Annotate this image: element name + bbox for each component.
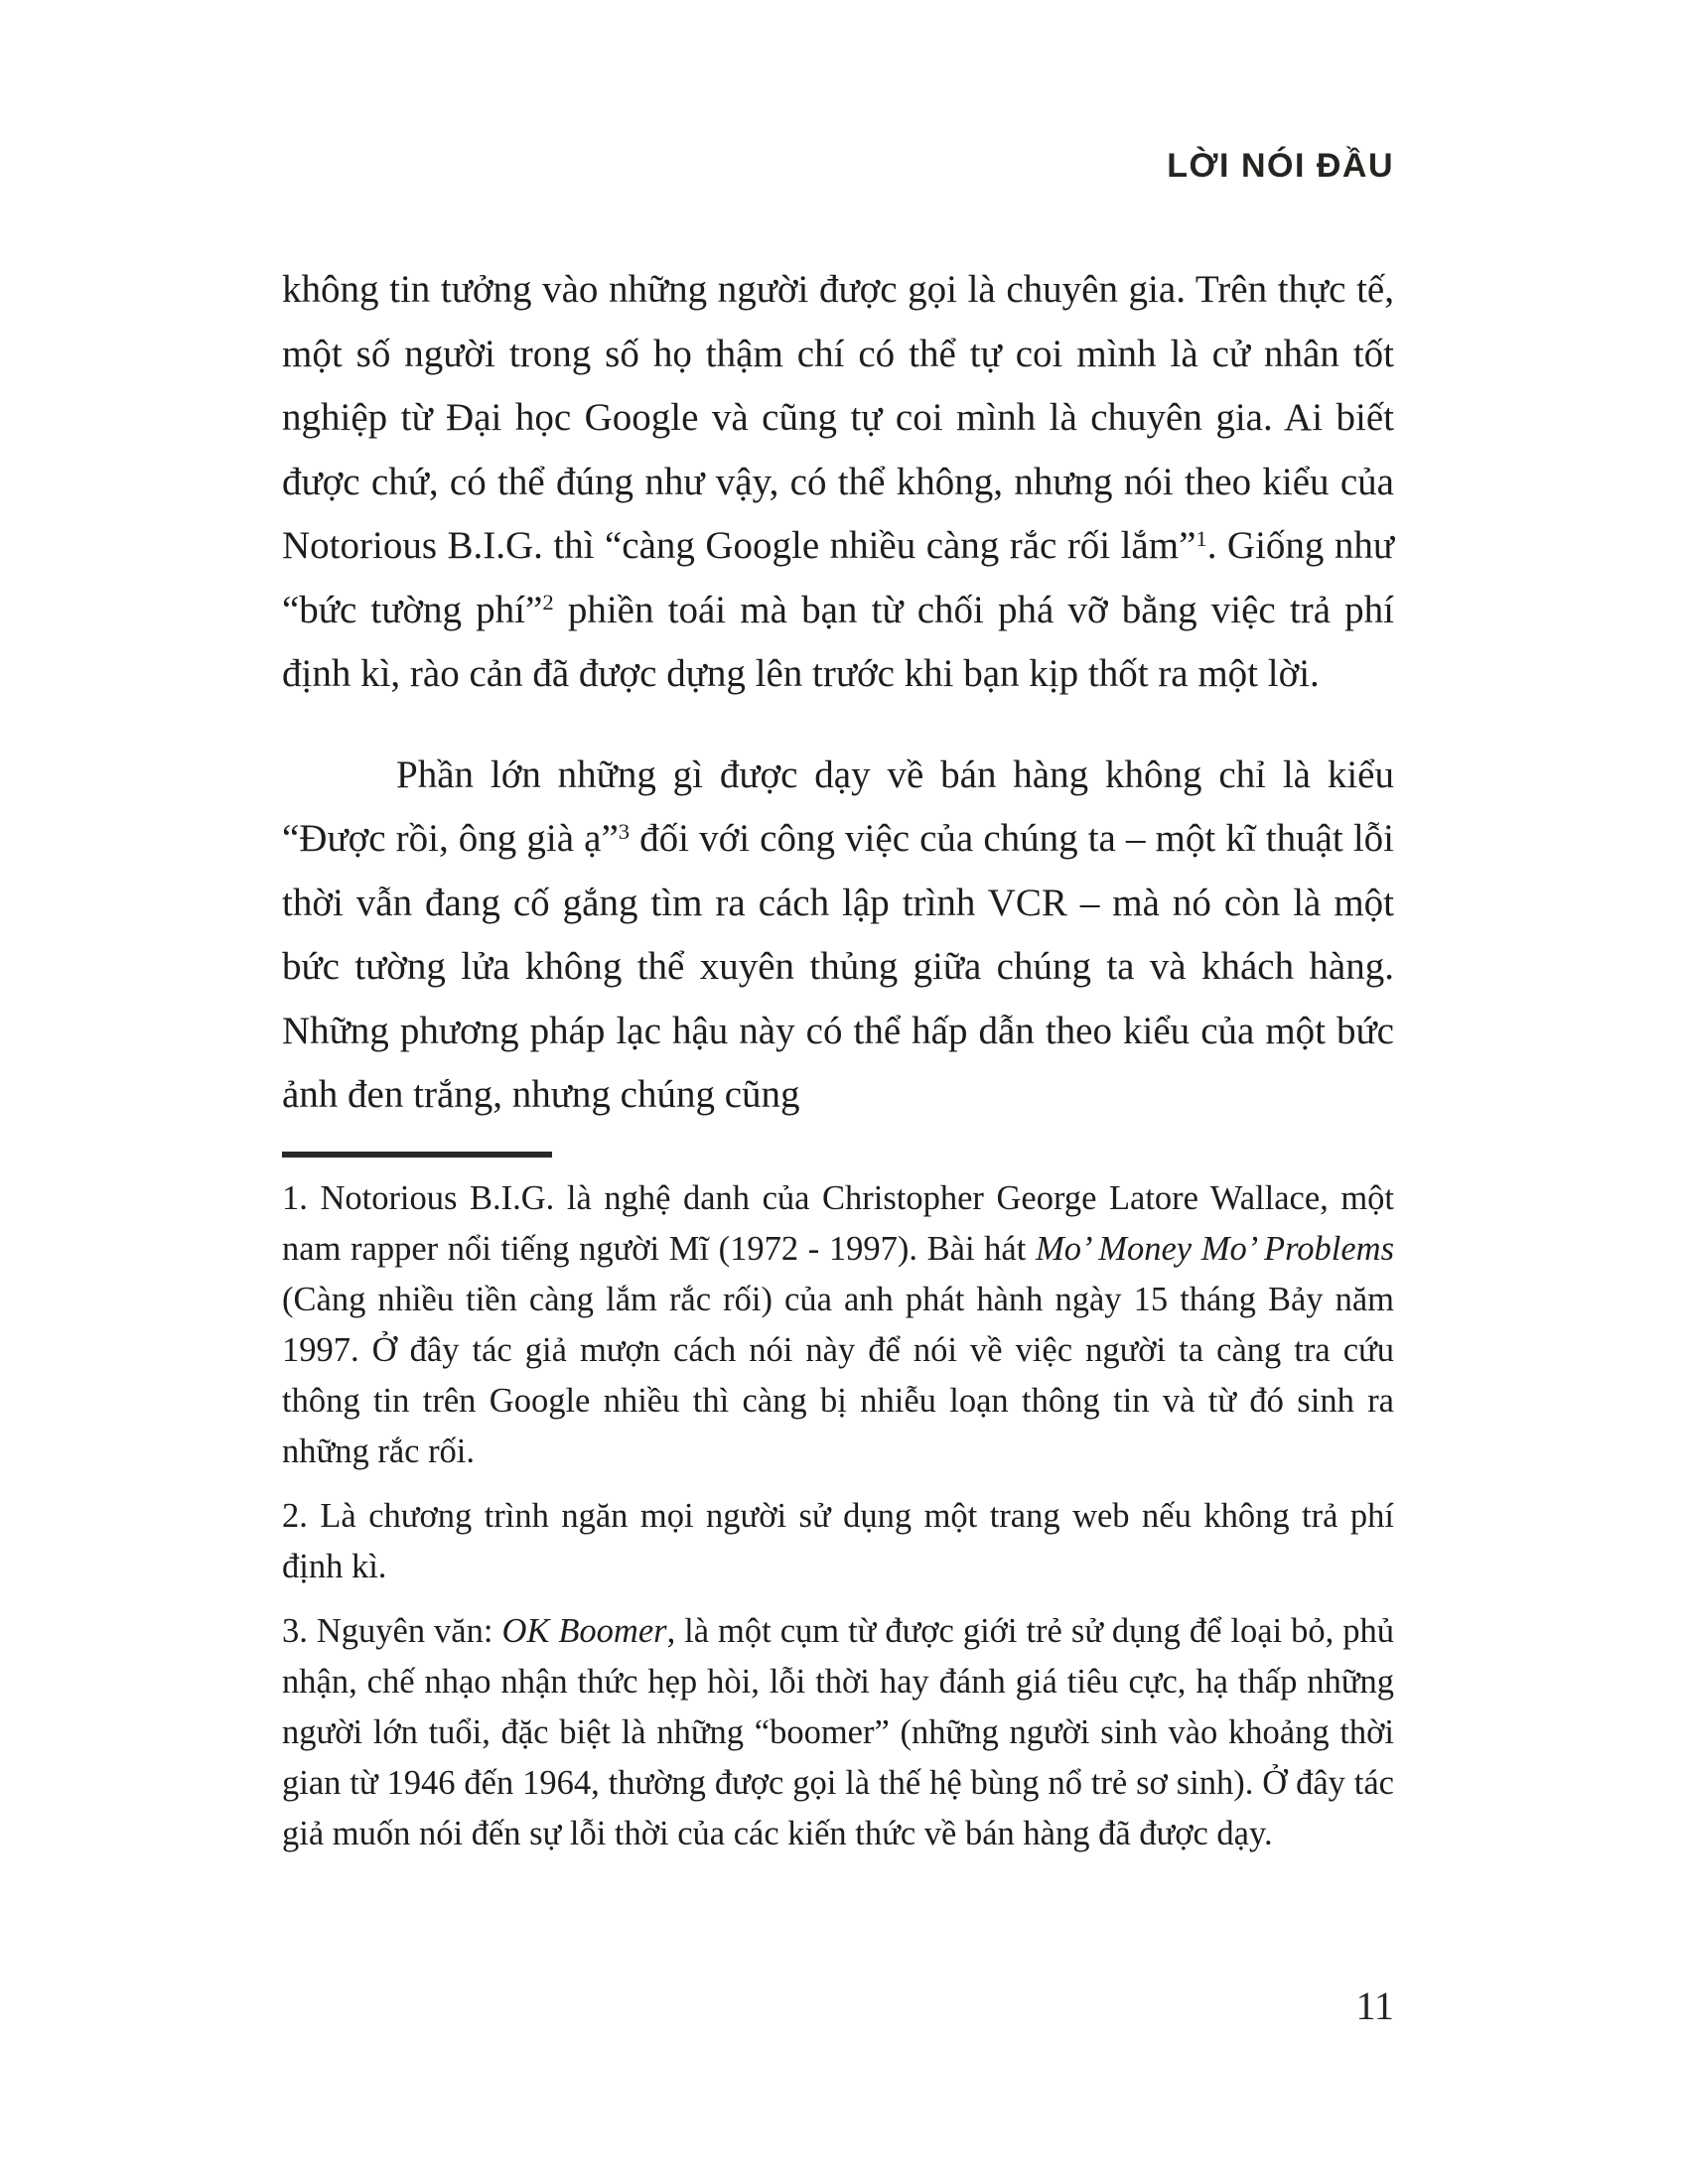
paragraph-1-text: phiền toái mà bạn từ chối phá vỡ bằng việc trả phí định kì, rào cản đã được dựng lên trước khi bạn kịp thốt ra một lời. [282, 588, 1395, 695]
footnote-1-text: (Càng nhiều tiền càng lắm rắc rối) của anh phát hành ngày 15 tháng Bảy năm 1997. Ở đây tác giả mượn cách nói này để nói về việc người ta càng tra cứu thông tin trên Google nhiều thì càng bị nhiễu loạn thông tin và từ đó sinh ra những rắc rối. [282, 1280, 1394, 1470]
footnote-1 [282, 1173, 1394, 1477]
footnote-1-song-title: Mo’ Money Mo’ Problems [1035, 1229, 1394, 1268]
page-number: 11 [1355, 1983, 1394, 2028]
footnote-3-phrase: OK Boomer [501, 1611, 667, 1650]
paragraph-1-text: . Giống như “bức tường phí” [282, 524, 1394, 631]
footnotes-section [282, 1173, 1394, 1859]
footnote-ref-3: 3 [618, 818, 631, 844]
footnote-3 [282, 1606, 1394, 1859]
paragraph-2-text: Phần lớn những gì được dạy về bán hàng không chỉ là kiểu “Được rồi, ông già ạ” [282, 752, 1394, 860]
page-content-column [282, 145, 1394, 1859]
footnote-2-text: 2. Là chương trình ngăn mọi người sử dụng một trang web nếu không trả phí định kì. [282, 1496, 1394, 1585]
footnote-3-text: , là một cụm từ được giới trẻ sử dụng để loại bỏ, phủ nhận, chế nhạo nhận thức hẹp hòi, lỗi thời hay đánh giá tiêu cực, hạ thấp những người lớn tuổi, đặc biệt là những “boomer” (những người sinh vào khoảng thời gian từ 1946 đến 1964, thường được gọi là thế hệ bùng nổ trẻ sơ sinh). Ở đây tác giả muốn nói đến sự lỗi thời của các kiến thức về bán hàng đã được dạy. [282, 1611, 1394, 1852]
body-paragraph-2 [282, 744, 1394, 1128]
paragraph-1-text: không tin tưởng vào những người được gọi là chuyên gia. Trên thực tế, một số người trong số họ thậm chí có thể tự coi mình là cử nhân tốt nghiệp từ Đại học Google và cũng tự coi mình là chuyên gia. Ai biết được chứ, có thể đúng như vậy, có thể không, nhưng nói theo kiểu của Notorious B.I.G. thì “càng Google nhiều càng rắc rối lắm” [282, 268, 1394, 567]
running-head: LỜI NÓI ĐẦU [1167, 147, 1394, 185]
footnote-separator-rule [282, 1152, 552, 1158]
footnote-2 [282, 1491, 1394, 1592]
footnote-ref-1: 1 [1196, 525, 1207, 551]
body-text [282, 258, 1394, 1128]
footnote-ref-2: 2 [542, 590, 554, 615]
footnote-1-text: 1. Notorious B.I.G. là nghệ danh của Christopher George Latore Wallace, một nam rapper nổi tiếng người Mĩ (1972 - 1997). Bài hát [282, 1178, 1394, 1268]
body-paragraph-1 [282, 258, 1394, 707]
paragraph-2-text: đối với công việc của chúng ta – một kĩ thuật lỗi thời vẫn đang cố gắng tìm ra cách lập trình VCR – mà nó còn là một bức tường lửa không thể xuyên thủng giữa chúng ta và khách hàng. Những phương pháp lạc hậu này có thể hấp dẫn theo kiểu của một bức ảnh đen trắng, nhưng chúng cũng [282, 817, 1394, 1116]
footnote-3-text: 3. Nguyên văn: [282, 1611, 502, 1650]
